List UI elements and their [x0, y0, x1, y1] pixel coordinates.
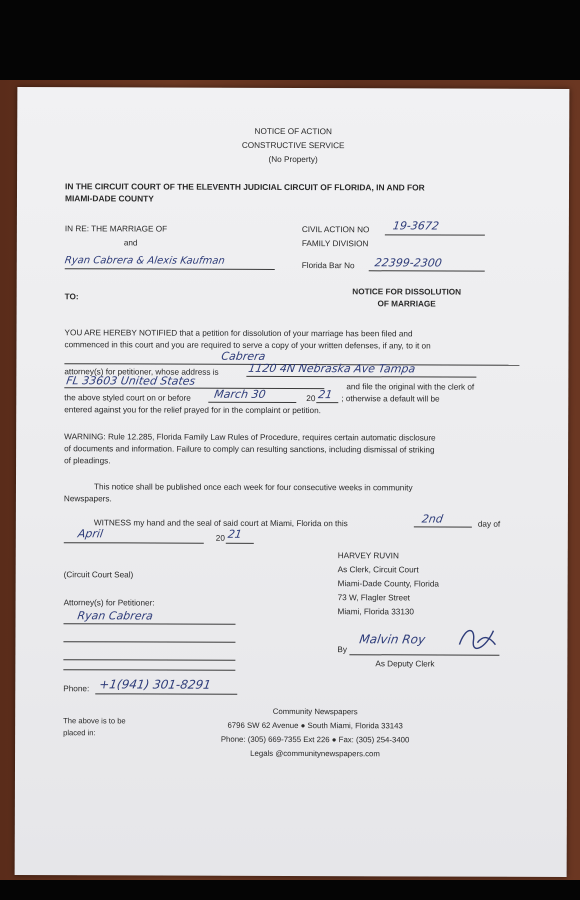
court-line-2: MIAMI-DADE COUNTY — [64, 193, 154, 204]
attorney-underline-4 — [63, 669, 235, 671]
bottom-black-bar — [0, 880, 580, 900]
year-prefix: 20 — [306, 394, 316, 404]
placed-line-2: placed in: — [63, 728, 96, 738]
year-underline — [316, 402, 338, 403]
clerk-city: Miami, Florida 33130 — [337, 607, 415, 617]
hw-date: March 30 — [213, 387, 267, 401]
clerk-name: HARVEY RUVIN — [337, 551, 399, 561]
parties-handwritten: Ryan Cabrera & Alexis Kaufman — [63, 255, 226, 267]
hw-year: 21 — [317, 388, 334, 402]
body-line-2: commenced in this court and you are required to serve a copy of your written defenses, if any, to it on — [64, 340, 431, 351]
warning-line-1: WARNING: Rule 12.285, Florida Family Law Rules of Procedure, requires certain automatic disclosure — [64, 432, 436, 443]
newspaper-address: 6796 SW 62 Avenue ● South Miami, Florida 33143 — [227, 720, 403, 731]
body-line-3: attorney(s) for petitioner, whose address is — [64, 367, 219, 377]
bar-underline — [369, 270, 485, 271]
notice-title-2: OF MARRIAGE — [377, 299, 436, 309]
top-black-bar — [0, 0, 580, 80]
witness-year-underline — [226, 543, 254, 544]
day-underline — [414, 526, 472, 527]
hw-attorney: Ryan Cabrera — [76, 609, 154, 623]
notice-title-1: NOTICE FOR DISSOLUTION — [352, 287, 462, 297]
signature-underline — [349, 654, 499, 656]
publish-line-2: Newspapers. — [63, 494, 112, 504]
warning-line-2: of documents and information. Failure to comply can resulting sanctions, including dismissal of striking — [64, 444, 435, 455]
address-underline-1 — [246, 376, 476, 378]
family-division: FAMILY DIVISION — [301, 239, 369, 249]
hw-address-2: FL 33603 United States — [65, 374, 197, 388]
body-line-4-end: and file the original with the clerk of — [346, 382, 475, 392]
by-label: By — [337, 645, 347, 655]
body-line-6: entered against you for the relief prayed for in the complaint or petition. — [64, 405, 321, 416]
hw-name: Cabrera — [220, 349, 267, 363]
civil-action-label: CIVIL ACTION NO — [301, 225, 370, 235]
body-line-5-end: ; otherwise a default will be — [341, 394, 440, 404]
attorney-underline-3 — [63, 659, 235, 661]
signature-flourish — [455, 623, 499, 653]
header-title: NOTICE OF ACTION — [254, 126, 332, 137]
placed-line-1: The above is to be — [63, 716, 126, 726]
attorney-label: Attorney(s) for Petitioner: — [63, 598, 155, 608]
phone-underline — [95, 693, 237, 694]
to-label: TO: — [64, 292, 79, 302]
deputy-clerk-label: As Deputy Clerk — [375, 659, 435, 669]
witness-line: WITNESS my hand and the seal of said court at Miami, Florida on this — [93, 518, 348, 529]
parties-underline — [65, 268, 275, 270]
header-subtitle: CONSTRUCTIVE SERVICE — [241, 140, 345, 151]
publish-line-1: This notice shall be published once each week for four consecutive weeks in community — [93, 482, 413, 493]
and-label: and — [123, 238, 138, 248]
newspaper-phone: Phone: (305) 669-7355 Ext 226 ● Fax: (305) 254-3400 — [220, 734, 410, 745]
witness-year-prefix: 20 — [215, 533, 225, 543]
month-underline — [64, 542, 204, 543]
hw-phone: +1(941) 301-8291 — [98, 677, 212, 692]
clerk-title: As Clerk, Circuit Court — [337, 565, 419, 575]
clerk-street: 73 W, Flagler Street — [337, 593, 410, 603]
date-underline — [208, 402, 296, 403]
hw-month: April — [76, 527, 104, 541]
attorney-underline-2 — [63, 641, 235, 643]
day-of-label: day of — [477, 519, 501, 529]
newspaper-email: Legals @communitynewspapers.com — [250, 748, 380, 759]
phone-label: Phone: — [63, 684, 90, 694]
body-line-5-start: the above styled court on or before — [64, 393, 191, 403]
civil-action-number: 19-3672 — [391, 219, 440, 233]
civil-action-underline — [385, 234, 485, 235]
address-underline-2 — [64, 387, 324, 389]
bar-number: 22399-2300 — [373, 256, 443, 270]
court-seal-label: (Circuit Court Seal) — [63, 570, 134, 580]
attorney-underline-1 — [64, 623, 236, 625]
body-line-1: YOU ARE HEREBY NOTIFIED that a petition for dissolution of your marriage has been filed and — [64, 328, 413, 339]
clerk-county: Miami-Dade County, Florida — [337, 579, 439, 589]
warning-line-3: of pleadings. — [64, 456, 111, 466]
header-note: (No Property) — [268, 154, 318, 165]
bar-label: Florida Bar No — [301, 261, 355, 271]
hw-address-1: 1120 4N Nebraska Ave Tampa — [247, 361, 417, 376]
hw-day: 2nd — [420, 512, 444, 526]
hw-clerk-signature: Malvin Roy — [358, 632, 427, 647]
in-re-label: IN RE: THE MARRIAGE OF — [64, 224, 168, 234]
court-line-1: IN THE CIRCUIT COURT OF THE ELEVENTH JUDICIAL CIRCUIT OF FLORIDA, IN AND FOR — [65, 181, 425, 193]
legal-document — [15, 87, 570, 877]
hw-witness-year: 21 — [226, 527, 243, 541]
newspaper-name: Community Newspapers — [272, 706, 358, 717]
